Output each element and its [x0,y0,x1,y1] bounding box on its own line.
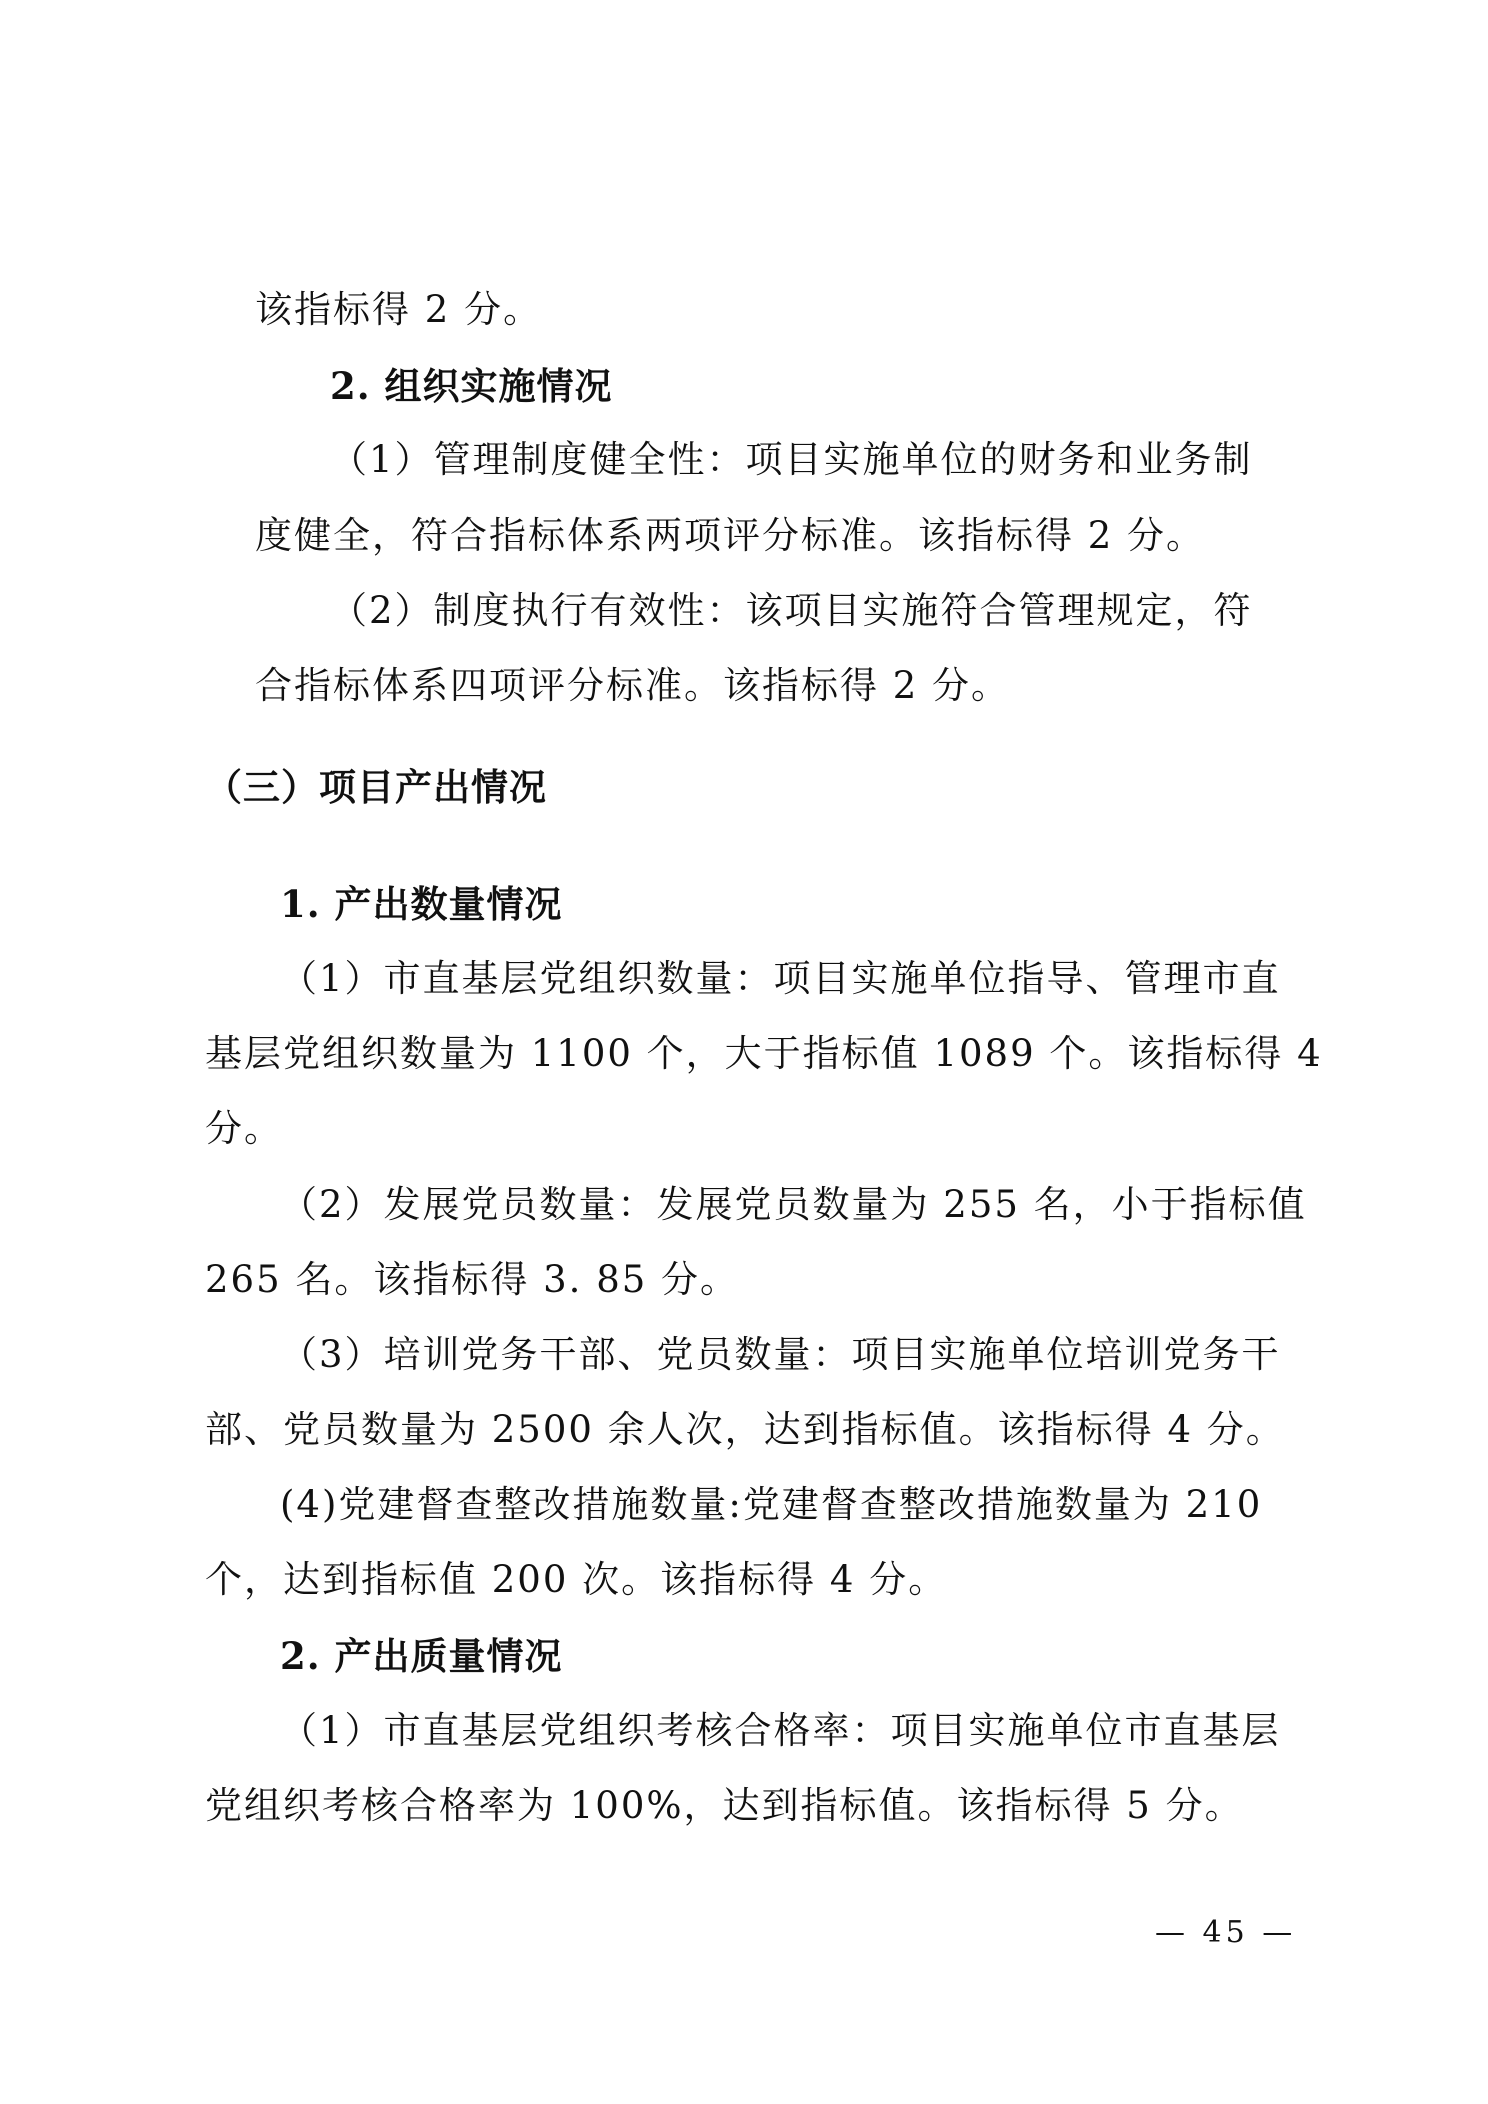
body-line: (4)党建督查整改措施数量:党建督查整改措施数量为 210 [280,1483,1263,1526]
body-line: 个，达到指标值 200 次。该指标得 4 分。 [205,1558,948,1601]
body-line: 党组织考核合格率为 100%，达到指标值。该指标得 5 分。 [205,1784,1244,1827]
body-line: 基层党组织数量为 1100 个，大于指标值 1089 个。该指标得 4 [205,1032,1323,1075]
body-line: 部、党员数量为 2500 余人次，达到指标值。该指标得 4 分。 [205,1408,1285,1451]
body-line: （1）管理制度健全性：项目实施单位的财务和业务制 [330,438,1253,481]
body-line: 合指标体系四项评分标准。该指标得 2 分。 [255,664,1011,707]
section-heading: 1. 产出数量情况 [280,882,563,926]
body-line: （2）发展党员数量：发展党员数量为 255 名，小于指标值 [280,1183,1307,1226]
body-line: （2）制度执行有效性：该项目实施符合管理规定，符 [330,589,1253,632]
body-line: （3）培训党务干部、党员数量：项目实施单位培训党务干 [280,1333,1281,1376]
body-line: （1）市直基层党组织考核合格率：项目实施单位市直基层 [280,1709,1281,1752]
body-line: 分。 [205,1107,283,1150]
body-line: 度健全，符合指标体系两项评分标准。该指标得 2 分。 [255,514,1206,557]
body-line: （1）市直基层党组织数量：项目实施单位指导、管理市直 [280,957,1281,1000]
body-line: 265 名。该指标得 3. 85 分。 [205,1258,740,1301]
section-heading: 2. 产出质量情况 [280,1634,563,1678]
body-line: 该指标得 2 分。 [255,288,543,331]
section-heading: 2. 组织实施情况 [330,364,613,408]
page-number: — 45 — [1155,1915,1297,1950]
chapter-heading: （三）项目产出情况 [205,765,547,809]
